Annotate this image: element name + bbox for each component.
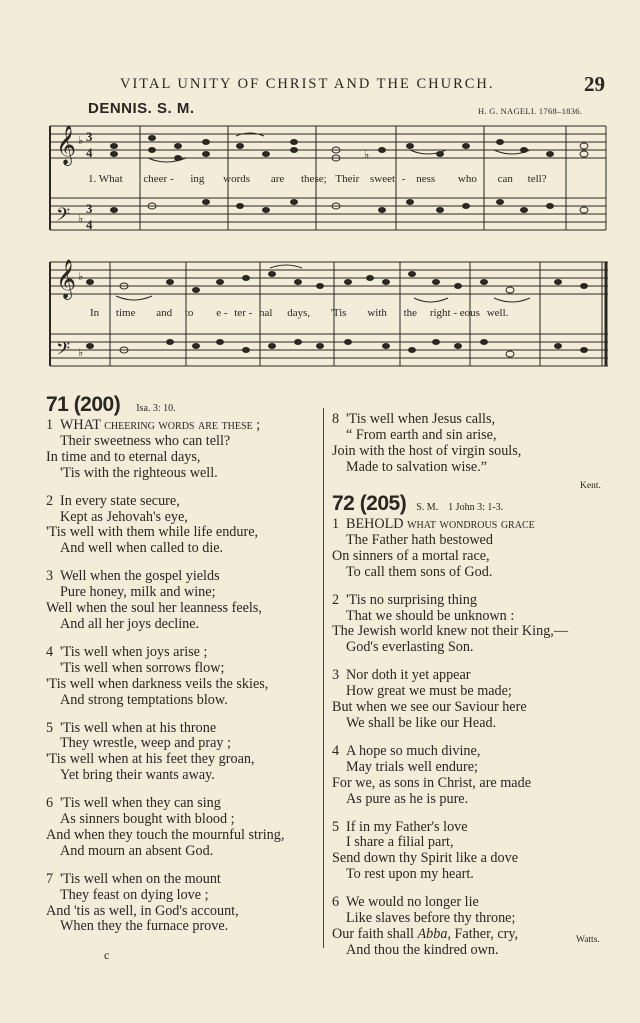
treble-clef-icon: 𝄞 (56, 259, 77, 299)
tune-lyrics-line-1: 1. What cheer - ing words are these; Their sweet - ness who can tell? (88, 173, 547, 185)
time-signature-top: 3 (86, 129, 93, 144)
stanza-6: 6 'Tis well when they can sing As sinners bought with blood ; And when they touch the mournful string, And mourn an absent God. (46, 795, 285, 859)
stanza-4: 4 'Tis well when joys arise ; 'Tis well when sorrows flow; 'Tis well when darkness veils the skies, And strong temptations blow. (46, 643, 269, 708)
stanza-3: 3 Well when the gospel yields Pure honey, milk and wine; Well when the soul her leanness feels, And all her joys decline. (46, 568, 262, 632)
flat-icon: ♭ (78, 134, 84, 147)
tune-lyrics-line-2: In time and to e - ter - nal days, 'Tis with the right - eous well. (90, 307, 509, 319)
hymn-71-reference: Isa. 3: 10. (136, 403, 176, 414)
hymn-72-reference: 1 John 3: 1-3. (448, 502, 504, 513)
stanza-8: 8 'Tis well when Jesus calls, “ From earth and sin arise, Join with the host of virgin souls, Made to salvation wise.” (332, 411, 522, 475)
staff-bass-2 (50, 334, 608, 366)
hymn-72-heading (332, 492, 503, 516)
treble-clef-icon: 𝄞 (56, 125, 77, 165)
bass-clef-icon: 𝄢 (56, 205, 71, 230)
staff-treble-1 (50, 126, 606, 158)
flat-icon: ♭ (78, 212, 84, 225)
staff-treble-2 (50, 262, 608, 294)
flat-icon: ♭ (78, 346, 84, 359)
hymn-71-left-column (46, 418, 320, 947)
hymn-71-attribution: Kent. (580, 481, 601, 491)
tune-name: DENNIS. S. M. (88, 100, 195, 117)
stanza-1: 1 WHAT cheering words are these ; Their sweetness who can tell? In time and to eternal days, 'Tis with the righteous well. (46, 417, 261, 481)
stanza-3: 3 Nor doth it yet appear How great we must be made; But when we see our Saviour here We shall be like our Head. (332, 667, 527, 731)
hymn-72-attribution: Watts. (576, 935, 600, 945)
hymn-72-column (332, 517, 622, 971)
flat-icon: ♭ (364, 148, 370, 161)
column-divider (323, 408, 324, 948)
hymn-71-number: 71 (200) (46, 393, 121, 416)
running-head: VITAL UNITY OF CHRIST AND THE CHURCH. (120, 76, 495, 92)
stanza-6: 6 We would no longer lie Like slaves before thy throne; Our faith shall Abba, Father, cry, And thou the kindred own. (332, 895, 622, 959)
stanza-2: 2 'Tis no surprising thing That we should be unknown : The Jewish world knew not their King,— God's everlasting Son. (332, 591, 569, 656)
hymn-72-number: 72 (205) (332, 492, 407, 515)
signature-mark: c (104, 948, 110, 962)
notes (86, 135, 588, 357)
composer-credit: H. G. NAGELI. 1768–1836. (478, 106, 583, 116)
time-signature-bottom: 4 (86, 145, 93, 160)
stanza-5: 5 'Tis well when at his throne They wrestle, weep and pray ; 'Tis well when at his feet they groan, Yet bring their wants away. (46, 719, 255, 784)
staff-bass-1 (50, 198, 606, 230)
abba-line: Our faith shall Abba, Father, cry, (332, 925, 519, 942)
hymn-71-heading (46, 393, 176, 417)
music-score (0, 0, 640, 380)
flat-icon: ♭ (78, 270, 84, 283)
svg-text:3: 3 (86, 201, 93, 216)
hymn-72-meter: S. M. (416, 502, 439, 513)
stanza-4: 4 A hope so much divine, May trials well endure; For we, as sons in Christ, are made As pure as he is pure. (332, 742, 531, 807)
stanza-5: 5 If in my Father's love I share a filial part, Send down thy Spirit like a dove To rest upon my heart. (332, 818, 518, 883)
stanza-2: 2 In every state secure, Kept as Jehovah's eye, 'Tis well with them while life endure, And well when called to die. (46, 492, 259, 557)
svg-text:4: 4 (86, 217, 93, 232)
right-column (332, 412, 622, 488)
stanza-1: 1 BEHOLD what wondrous grace The Father hath bestowed On sinners of a mortal race, To call them sons of God. (332, 516, 535, 580)
stanza-7: 7 'Tis well when on the mount They feast on dying love ; And 'tis as well, in God's account, When they the furnace prove. (46, 870, 239, 935)
page-number: 29 (584, 72, 605, 96)
bass-clef-icon: 𝄢 (56, 339, 71, 364)
